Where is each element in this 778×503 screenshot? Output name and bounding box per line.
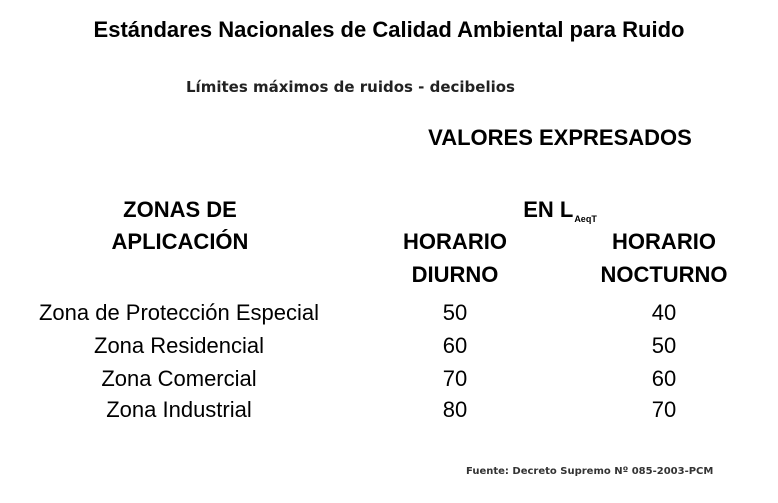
units-prefix: EN L	[523, 197, 574, 222]
zones-header-line2: APLICACIÓN	[111, 229, 249, 254]
table-row-day-value: 60	[442, 333, 468, 358]
table-row-night-value: 50	[651, 333, 677, 358]
table-row-day-value: 80	[442, 397, 468, 422]
night-header-line2: NOCTURNO	[600, 262, 728, 287]
units-header	[380, 197, 740, 223]
table-row-night-value: 40	[651, 300, 677, 325]
table-row-zone: Zona Industrial	[106, 397, 252, 422]
table-subtitle: Límites máximos de ruidos - decibelios	[186, 78, 515, 96]
day-header-line1: HORARIO	[403, 229, 507, 254]
table-row-day-value: 50	[442, 300, 468, 325]
table-row-day-value: 70	[442, 366, 468, 391]
zones-header-line1: ZONAS DE	[123, 197, 237, 222]
table-row-zone: Zona Comercial	[101, 366, 257, 391]
page-title: Estándares Nacionales de Calidad Ambiental para Ruido	[93, 17, 685, 42]
day-header-line2: DIURNO	[411, 262, 499, 287]
table-row-zone: Zona Residencial	[94, 333, 264, 358]
units-subscript: AeqT	[574, 214, 597, 224]
table-row-night-value: 60	[651, 366, 677, 391]
source-note: Fuente: Decreto Supremo Nº 085-2003-PCM	[466, 466, 714, 477]
table-row-night-value: 70	[651, 397, 677, 422]
values-expressed-header: VALORES EXPRESADOS	[428, 125, 692, 150]
table-row-zone: Zona de Protección Especial	[38, 300, 320, 325]
night-header-line1: HORARIO	[612, 229, 716, 254]
